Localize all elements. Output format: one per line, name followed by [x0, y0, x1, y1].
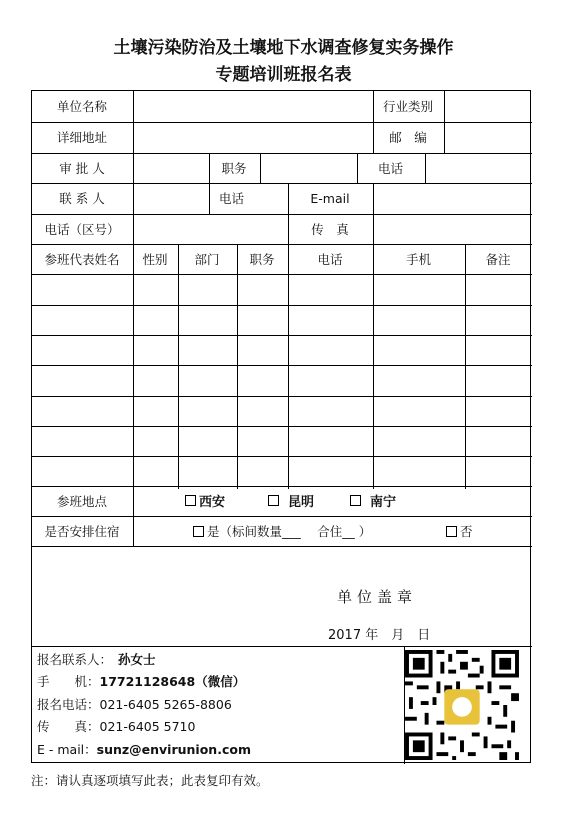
checkbox-icon[interactable]: [193, 526, 204, 537]
lodging-label: 是否安排住宿: [44, 523, 120, 539]
header-department: 部门: [194, 252, 220, 267]
checkbox-icon[interactable]: [185, 495, 196, 506]
checkbox-icon[interactable]: [446, 526, 457, 537]
location-option-xian[interactable]: 西安: [185, 491, 225, 510]
header-phone: 电话: [317, 252, 343, 267]
industry-label: 行业类别: [382, 99, 433, 114]
lodging-yes-option[interactable]: 是（标间数量___ 合住__ ）: [193, 522, 371, 540]
contact-mobile: 手 机：17721128648（微信）: [37, 674, 246, 689]
contact-phone: 报名电话：021-6405 5265-8806: [37, 697, 232, 712]
contact-label: 联 系 人: [59, 191, 105, 206]
approver-label: 审 批 人: [59, 161, 105, 176]
form-title-line2: 专题培训班报名表: [215, 65, 352, 85]
address-label: 详细地址: [56, 130, 107, 145]
location-label: 参班地点: [56, 493, 107, 509]
postcode-label: 邮 编: [389, 130, 427, 145]
location-option-nanning[interactable]: 南宁: [350, 491, 396, 510]
approver-phone-label: 电话: [377, 161, 403, 176]
contact-email: E - mail：sunz@envirunion.com: [37, 742, 251, 757]
footer-note: 注：请认真逐项填写此表；此表复印有效。: [31, 773, 269, 788]
contact-phone-label: 电话: [218, 191, 244, 206]
header-remarks: 备注: [485, 252, 511, 267]
qr-code-icon: [404, 650, 520, 760]
phone-area-label: 电话（区号）: [44, 222, 120, 237]
checkbox-icon[interactable]: [350, 495, 361, 506]
unit-name-label: 单位名称: [56, 99, 107, 114]
location-option-kunming[interactable]: 昆明: [268, 491, 314, 510]
unit-stamp-label: 单位盖章: [337, 588, 418, 606]
form-title-line1: 土壤污染防治及土壤地下水调查修复实务操作: [113, 38, 454, 58]
header-mobile: 手机: [405, 252, 431, 267]
email-label: E-mail: [310, 190, 350, 206]
checkbox-icon[interactable]: [268, 495, 279, 506]
header-position: 职务: [249, 252, 275, 267]
header-gender: 性别: [142, 252, 168, 267]
lodging-no-option[interactable]: 否: [446, 522, 473, 540]
stamp-date: 2017 年 月 日: [328, 628, 431, 643]
approver-position-label: 职务: [221, 161, 247, 176]
contact-fax: 传 真：021-6405 5710: [37, 719, 196, 734]
contact-person: 报名联系人： 孙女士: [37, 652, 156, 667]
fax-label: 传 真: [311, 222, 349, 237]
header-attendee-name: 参班代表姓名: [44, 252, 120, 267]
